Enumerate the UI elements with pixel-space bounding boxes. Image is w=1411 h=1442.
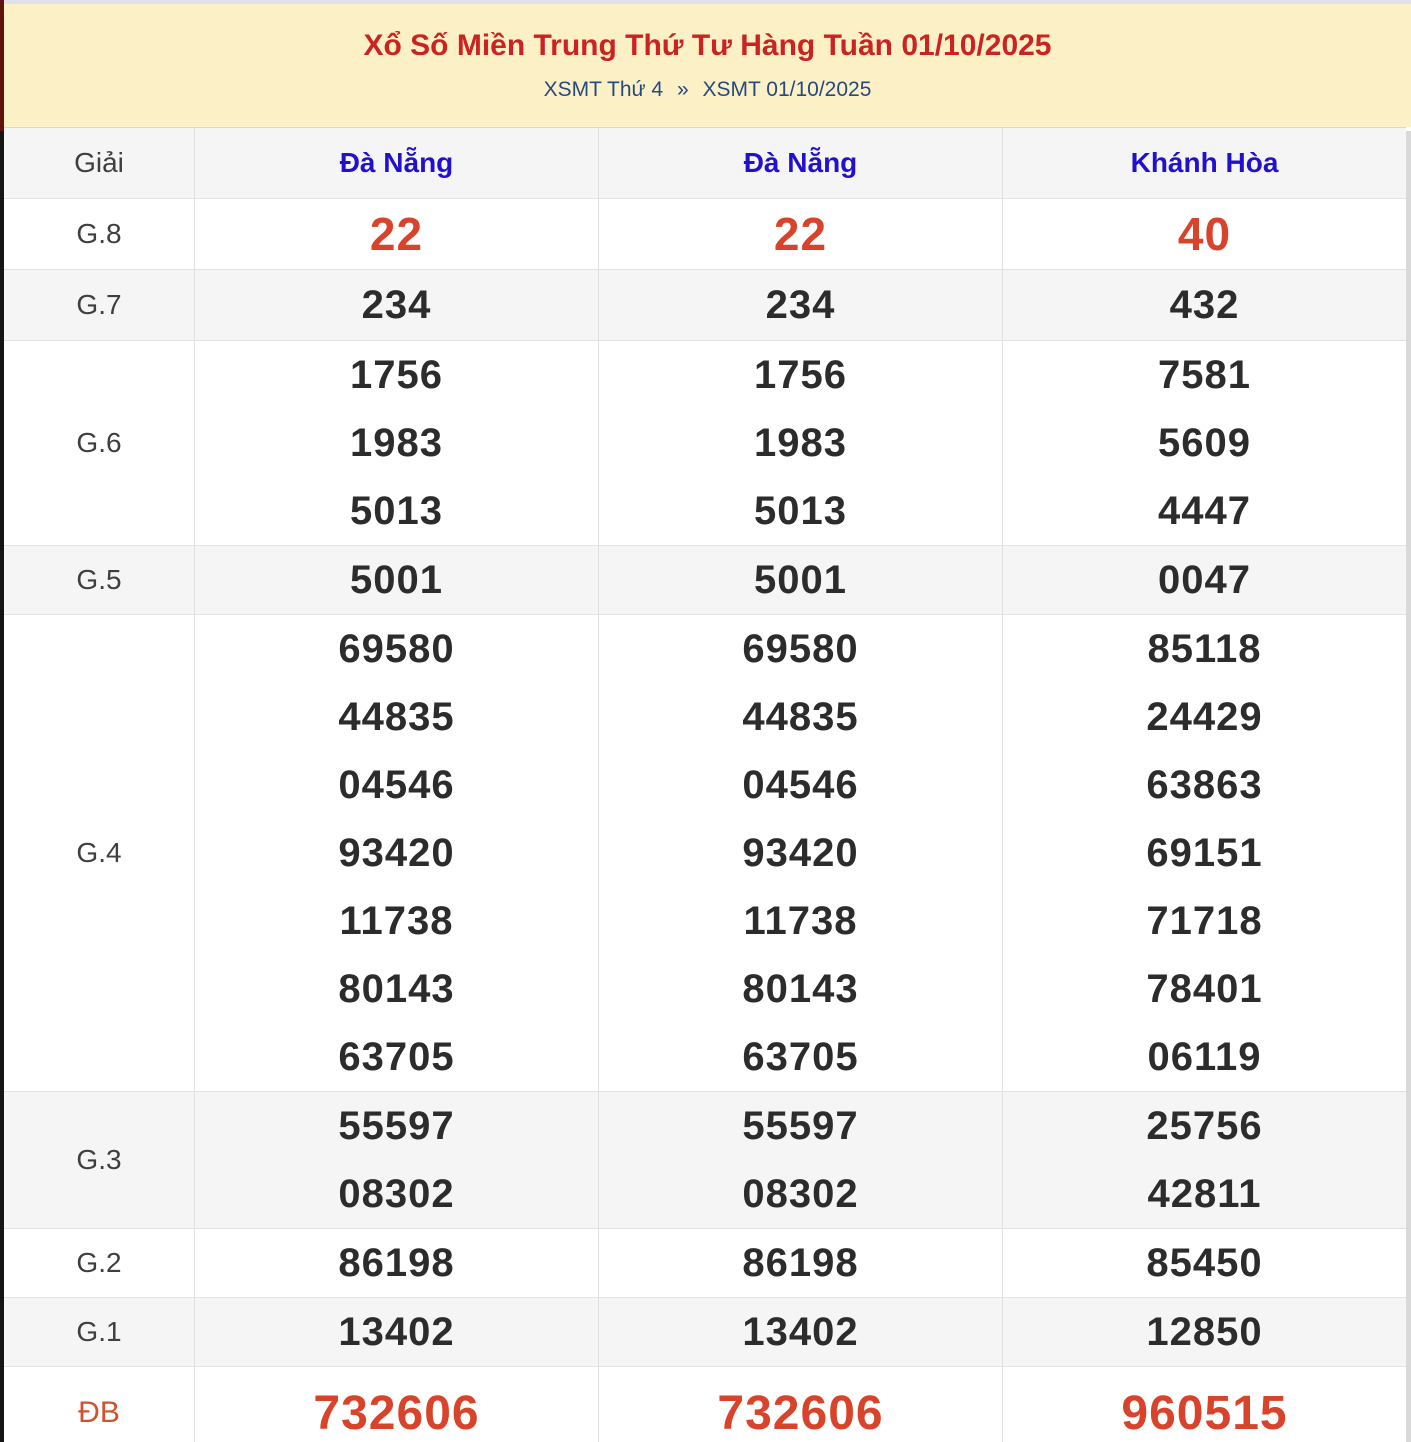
- prize-label: G.3: [76, 1144, 122, 1175]
- prize-number: 69580: [338, 626, 455, 671]
- prize-number: 85118: [1147, 626, 1262, 671]
- prize-label: G.1: [76, 1316, 122, 1347]
- prize-cell: [598, 341, 1002, 545]
- prize-cell: [194, 341, 598, 545]
- prize-number: 04546: [742, 762, 859, 807]
- prize-number: 0047: [1158, 557, 1251, 602]
- prize-number: 1983: [754, 420, 847, 465]
- prize-number: 80143: [742, 966, 859, 1011]
- prize-number: 432: [1169, 282, 1240, 327]
- prize-number: 80143: [338, 966, 455, 1011]
- top-strip: [4, 0, 1411, 4]
- prize-number: 63863: [1146, 762, 1263, 807]
- breadcrumb-separator: »: [676, 77, 689, 101]
- prize-number: 732606: [313, 1386, 480, 1440]
- prize-number: 86198: [338, 1240, 455, 1285]
- scrollbar-track[interactable]: [1406, 131, 1411, 1442]
- prize-number: 234: [765, 282, 836, 327]
- prize-cell: [194, 615, 598, 1091]
- prize-row: [4, 340, 1406, 545]
- prize-number: 22: [369, 208, 424, 260]
- prize-row: [4, 1228, 1406, 1297]
- breadcrumb: [544, 78, 872, 102]
- prize-row: [4, 198, 1406, 269]
- prize-number: 13402: [338, 1309, 455, 1354]
- prize-cell: [194, 199, 598, 269]
- column-header-province[interactable]: Đà Nẵng: [194, 128, 598, 198]
- prize-cell: [1002, 270, 1406, 340]
- prize-cell: [1002, 1367, 1406, 1442]
- prize-label: G.2: [76, 1247, 122, 1278]
- prize-cell: [1002, 546, 1406, 614]
- prize-cell: [598, 1298, 1002, 1366]
- prize-number: 1983: [350, 420, 443, 465]
- prize-cell: [194, 270, 598, 340]
- prize-number: 24429: [1146, 694, 1263, 739]
- prize-cell: [194, 1298, 598, 1366]
- prize-number: 22: [773, 208, 828, 260]
- prize-number: 93420: [338, 830, 455, 875]
- prize-label: G.5: [76, 564, 122, 595]
- prize-label: G.8: [76, 218, 122, 249]
- prize-row: [4, 269, 1406, 340]
- prize-label: ĐB: [78, 1396, 120, 1429]
- prize-number: 11738: [743, 898, 858, 943]
- prize-number: 234: [361, 282, 432, 327]
- prize-number: 86198: [742, 1240, 859, 1285]
- prize-cell: [1002, 1092, 1406, 1228]
- column-header-province[interactable]: Đà Nẵng: [598, 128, 1002, 198]
- prize-number: 63705: [742, 1034, 859, 1079]
- header: [4, 0, 1411, 127]
- prize-number: 1756: [754, 352, 847, 397]
- prize-cell: [1002, 341, 1406, 545]
- prize-number: 69580: [742, 626, 859, 671]
- prize-number: 25756: [1146, 1103, 1263, 1148]
- prize-number: 5001: [754, 557, 847, 602]
- left-border-bottom: [0, 131, 4, 1442]
- prize-row: [4, 545, 1406, 614]
- prize-number: 5609: [1158, 420, 1251, 465]
- prize-cell: [598, 1092, 1002, 1228]
- prize-label-header: Giải: [74, 147, 124, 178]
- prize-number: 69151: [1146, 830, 1263, 875]
- prize-number: 63705: [338, 1034, 455, 1079]
- prize-cell: [598, 199, 1002, 269]
- prize-row: [4, 1091, 1406, 1228]
- prize-number: 5013: [350, 488, 443, 533]
- prize-cell: [598, 546, 1002, 614]
- prize-number: 42811: [1147, 1171, 1262, 1216]
- left-border-top: [0, 0, 4, 131]
- prize-label: G.4: [76, 837, 122, 868]
- prize-number: 11738: [339, 898, 454, 943]
- prize-number: 4447: [1158, 488, 1251, 533]
- prize-cell: [598, 1367, 1002, 1442]
- prize-number: 1756: [350, 352, 443, 397]
- prize-number: 44835: [338, 694, 455, 739]
- prize-number: 04546: [338, 762, 455, 807]
- prize-number: 13402: [742, 1309, 859, 1354]
- prize-cell: [1002, 1229, 1406, 1297]
- prize-label: G.7: [76, 289, 122, 320]
- prize-row: [4, 1366, 1406, 1442]
- prize-cell: [1002, 1298, 1406, 1366]
- column-header-province[interactable]: Khánh Hòa: [1002, 128, 1406, 198]
- prize-row: [4, 1297, 1406, 1366]
- prize-number: 5013: [754, 488, 847, 533]
- prize-number: 40: [1177, 208, 1232, 260]
- prize-number: 44835: [742, 694, 859, 739]
- prize-cell: [1002, 615, 1406, 1091]
- prize-cell: [598, 270, 1002, 340]
- prize-number: 960515: [1121, 1386, 1288, 1440]
- breadcrumb-link-day[interactable]: XSMT Thứ 4: [543, 77, 664, 101]
- prize-number: 93420: [742, 830, 859, 875]
- prize-cell: [194, 546, 598, 614]
- prize-number: 71718: [1146, 898, 1263, 943]
- table-header-row: [4, 128, 1406, 198]
- prize-number: 55597: [338, 1103, 455, 1148]
- prize-cell: [194, 1367, 598, 1442]
- page-title: Xổ Số Miền Trung Thứ Tư Hàng Tuần 01/10/2025: [363, 29, 1052, 63]
- prize-row: [4, 614, 1406, 1091]
- prize-number: 06119: [1147, 1034, 1262, 1079]
- prize-number: 5001: [350, 557, 443, 602]
- prize-number: 08302: [742, 1171, 859, 1216]
- prize-number: 55597: [742, 1103, 859, 1148]
- prize-number: 732606: [717, 1386, 884, 1440]
- prize-number: 78401: [1146, 966, 1263, 1011]
- prize-label: G.6: [76, 427, 122, 458]
- prize-number: 08302: [338, 1171, 455, 1216]
- prize-cell: [598, 1229, 1002, 1297]
- prize-cell: [598, 615, 1002, 1091]
- prize-cell: [194, 1229, 598, 1297]
- prize-number: 85450: [1146, 1240, 1263, 1285]
- breadcrumb-link-date[interactable]: XSMT 01/10/2025: [702, 77, 872, 101]
- prize-cell: [194, 1092, 598, 1228]
- prize-number: 12850: [1146, 1309, 1263, 1354]
- prize-number: 7581: [1158, 352, 1251, 397]
- prize-cell: [1002, 199, 1406, 269]
- results-table: [4, 127, 1406, 1442]
